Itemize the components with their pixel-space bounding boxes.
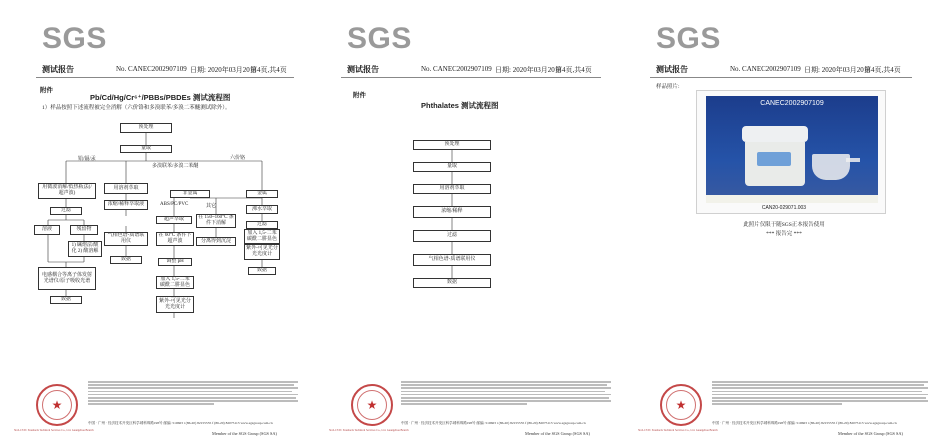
sgs-logo: SGS [347, 22, 412, 55]
flow-filter-2: 过滤 [246, 221, 278, 229]
company-seal: ★ [351, 384, 393, 426]
seal-text: SGS-CSTC Standards Technical Services Co., Ltd. Guangzhou Branch [638, 428, 718, 432]
flow-add-15-a: 加入 1,5-二苯碳酰二肼显色 [244, 229, 280, 244]
sample-tub [742, 126, 808, 186]
footer-address: 中国 · 广州 · 经济技术开发区科学城科珠路198号 邮编: 510663 t (86-20) 82155555 f (86-20) 82075113 www.sgsgroup.com.cn [401, 420, 586, 425]
flow-data-3: 数据 [248, 267, 276, 275]
branch-label-cr: 六价铬 [230, 156, 246, 161]
report-title: 测试报告 [347, 65, 379, 74]
report-number: No. CANEC2002907109 [730, 65, 801, 73]
flow-water-boil: 沸水萃取 [246, 205, 278, 214]
page-info: 第4页,共4页 [864, 66, 901, 74]
branch-label-pbb: 多溴联苯/多溴二苯醚 [152, 164, 199, 169]
report-page-2 [317, 0, 623, 444]
flow-pretreat: 预处理 [120, 123, 172, 133]
flow-uvvis-b: 紫外-可见光分光光度计 [156, 296, 194, 313]
flow-separate: 分离得到沉淀 [196, 237, 236, 246]
seal-text: SGS-CSTC Standards Technical Services Co., Ltd. Guangzhou Branch [14, 428, 94, 432]
seal-text: SGS-CSTC Standards Technical Services Co., Ltd. Guangzhou Branch [329, 428, 409, 432]
report-date: 日期: 2020年03月20日 [190, 66, 257, 74]
flow-icp: 电感耦合等离子体发射光谱仪/原子吸收光谱 [38, 267, 96, 290]
company-seal: ★ [36, 384, 78, 426]
flow-heat-60: 在 60°C 条件下超声波 [156, 232, 194, 246]
report-date: 日期: 2020年03月20日 [495, 66, 562, 74]
flow-data-2: 数据 [110, 256, 142, 264]
flow-chart-title: Phthalates 测试流程图 [421, 101, 499, 110]
page-info: 第4页,共4页 [555, 66, 592, 74]
sample-photo-label: 样品照片: [656, 84, 680, 90]
report-title: 测试报告 [42, 65, 74, 74]
flow-data-1: 数据 [50, 296, 82, 304]
flow-adjust-ph: 调整 pH [158, 258, 192, 266]
flow-metal: 金属 [246, 190, 278, 198]
label-others: 其它 [206, 204, 217, 209]
flow-connectors [317, 0, 623, 320]
photo-top-caption: CANEC2002907109 [760, 100, 824, 107]
flow-nonmetal: 非金属 [170, 190, 210, 198]
phthalates-step: 浓缩/稀释 [413, 206, 491, 218]
footer-address: 中国 · 广州 · 经济技术开发区科学城科珠路198号 邮编: 510663 t (86-20) 82155555 f (86-20) 82075113 www.sgsgroup.com.cn [88, 420, 273, 425]
footer-fine-print [401, 381, 611, 411]
flow-acid-digest: 用微波消解/低热板法(/超声波) [38, 183, 96, 199]
footer-fine-print [88, 381, 298, 411]
report-number: No. CANEC2002907109 [116, 65, 187, 73]
sample-photo [706, 96, 878, 203]
flow-extract: 用溶剂萃取 [104, 183, 148, 194]
flow-concentrate: 浓缩/稀释萃取液 [104, 200, 148, 210]
measuring-cup [812, 154, 850, 180]
flow-gcms: 气相色谱-质谱联用仪 [104, 232, 148, 246]
phthalates-step: 过滤 [413, 230, 491, 242]
footer-address: 中国 · 广州 · 经济技术开发区科学城科珠路198号 邮编: 510663 t (86-20) 82155555 f (86-20) 82075113 www.sgsgroup.com.cn [712, 420, 897, 425]
phthalates-step: 数据 [413, 278, 491, 288]
sgs-logo: SGS [656, 22, 721, 55]
footer-member: Member of the SGS Group (SGS SA) [525, 431, 590, 436]
sgs-logo: SGS [42, 22, 107, 55]
report-number: No. CANEC2002907109 [421, 65, 492, 73]
report-page-3 [628, 0, 940, 444]
flow-uvvis-a: 紫外-可见光分光光度计 [244, 244, 280, 260]
flow-alkali-150: 在 150~160°C 条件下消解 [196, 214, 236, 228]
phthalates-step: 预处理 [413, 140, 491, 150]
report-date: 日期: 2020年03月20日 [804, 66, 871, 74]
flow-add-15-b: 加入 1,5-二苯碳酰二肼显色 [156, 276, 194, 289]
footer-member: Member of the SGS Group (SGS SA) [212, 431, 277, 436]
report-page-1 [0, 0, 306, 444]
footer-fine-print [712, 381, 928, 411]
page-info: 第4页,共4页 [250, 66, 287, 74]
report-end: *** 报告完 *** [766, 231, 802, 237]
flow-ultrasonic: 超声萃取 [156, 216, 192, 224]
footer-member: Member of the SGS Group (SGS SA) [838, 431, 903, 436]
flow-weigh: 量取 [120, 145, 172, 153]
report-title: 测试报告 [656, 65, 688, 74]
photo-bottom-caption: CAN20-029071.003 [761, 205, 807, 211]
label-abs-pc-pvc: ABS/PC/PVC [160, 202, 189, 207]
phthalates-step: 用溶剂萃取 [413, 184, 491, 194]
annex-label: 附件 [40, 87, 53, 94]
phthalates-step: 量取 [413, 162, 491, 172]
annex-label: 附件 [353, 92, 366, 99]
flow-filter: 过滤 [50, 207, 82, 215]
flow-solution: 溶液 [34, 225, 60, 235]
branch-label-pb: 铅/镉/汞 [78, 157, 96, 162]
flow-residue: 残留物 [70, 225, 98, 235]
flow-alkali: 1) 碱熔法/酸化 2) 酸溶解 [68, 241, 102, 257]
header-divider [650, 77, 912, 78]
digestion-note: 1）样品按照下述流程被完全消解（六价铬和多溴联苯/多溴二苯醚测试除外）。 [42, 105, 231, 111]
company-seal: ★ [660, 384, 702, 426]
ruler [706, 195, 878, 203]
flow-chart-title: Pb/Cd/Hg/Cr⁶⁺/PBBs/PBDEs 测试流程图 [90, 93, 231, 102]
phthalates-step: 气相色谱-质谱联用仪 [413, 254, 491, 266]
photo-usage-note: 此照片仅限于随SGS正本报告使用 [743, 222, 825, 228]
